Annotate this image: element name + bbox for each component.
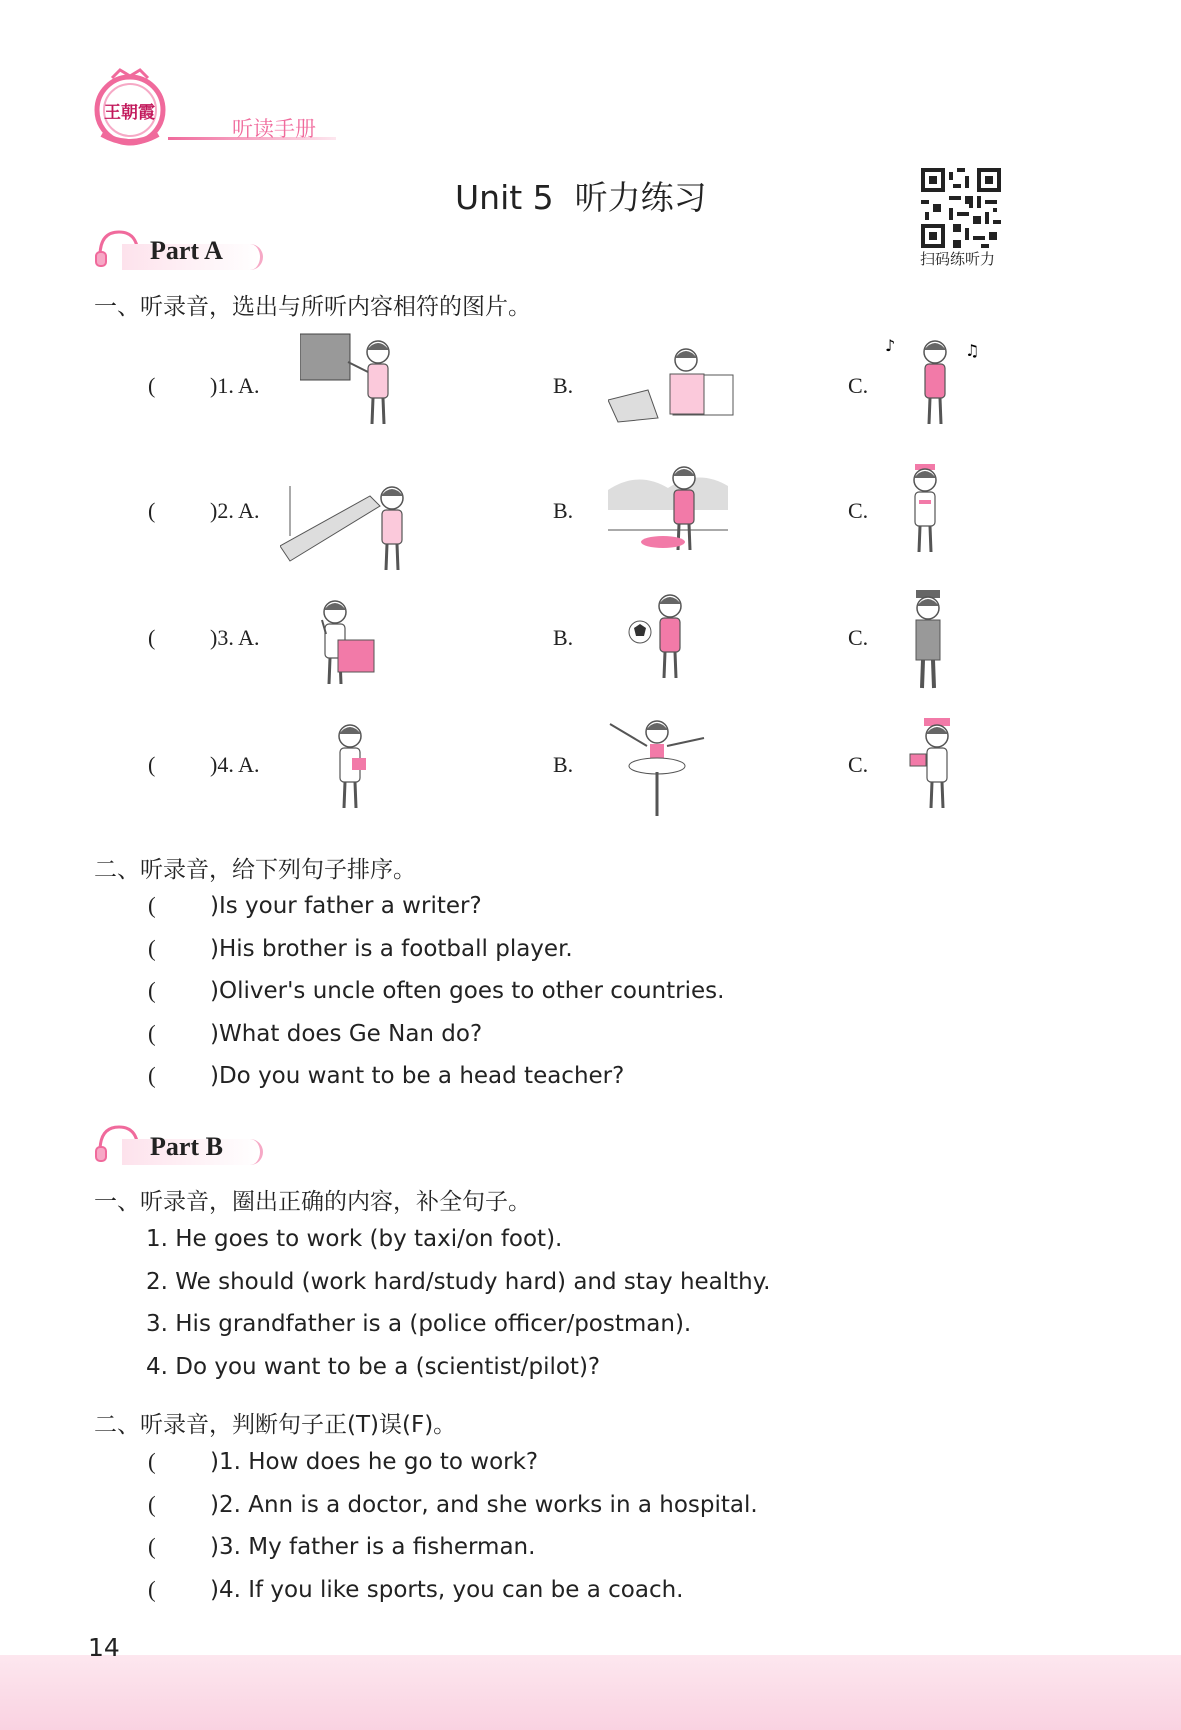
sort-item-text: )Is your father a writer? [210,893,482,919]
svg-text:♫: ♫ [965,341,980,360]
circle-item-text: 4. Do you want to be a (scientist/pilot)? [146,1353,601,1380]
question-3-paren[interactable]: ( [148,625,156,650]
football-player-picture[interactable] [624,586,704,695]
question-4-option-c: C. [848,752,869,777]
bottom-band [0,1655,1181,1730]
question-1-paren[interactable]: ( [148,373,156,398]
sort-item-text: )His brother is a football player. [210,935,573,962]
sort-item-paren[interactable]: ( [148,1020,156,1046]
question-3-option-c: C. [848,625,869,650]
tf-item-paren[interactable]: ( [148,1449,156,1474]
question-1-option-c: C. [848,373,869,398]
postman-picture[interactable] [902,714,972,828]
page-number: 14 [88,1633,120,1662]
sort-item-text: )Do you want to be a head teacher? [210,1063,625,1089]
circle-item-text: 1. He goes to work (by taxi/on foot). [146,1226,563,1252]
book-label: 听读手册 [232,117,316,141]
sort-item-text: )What does Ge Nan do? [210,1020,483,1047]
tf-item-paren[interactable]: ( [148,1576,156,1602]
qr-caption: 扫码练听力 [920,252,996,268]
page-title: Unit 5 听力练习 [455,178,707,217]
question-4-paren[interactable]: ( [148,752,156,777]
part-b-s1-instruction: 一、听录音，圈出正确的内容，补全句子。 [94,1189,531,1215]
question-1-option-b: B. [553,373,574,398]
cleaner-picture[interactable] [608,460,728,564]
part-a-s1-instruction: 一、听录音，选出与所听内容相符的图片。 [94,294,531,320]
circle-item-text: 2. We should (work hard/study hard) and stay healthy. [146,1268,771,1295]
businessman-picture[interactable] [608,330,738,434]
part-a-s2-instruction: 二、听录音，给下列句子排序。 [94,857,416,883]
tf-item-text: )4. If you like sports, you can be a coach. [210,1576,684,1603]
question-2-label: )2. A. [210,498,260,523]
question-4-option-b: B. [553,752,574,777]
question-3-label: )3. A. [210,625,260,650]
question-2-paren[interactable]: ( [148,498,156,523]
worker-picture[interactable] [280,476,420,575]
dancer-picture[interactable] [602,712,712,826]
nurse-picture[interactable] [895,458,955,567]
tf-item-text: )1. How does he go to work? [210,1449,539,1475]
question-3-option-b: B. [553,625,574,650]
tf-item-text: )3. My father is a fisherman. [210,1534,536,1560]
reporter-picture[interactable] [300,592,390,696]
svg-text:♪: ♪ [885,336,896,355]
police-officer-picture[interactable] [898,588,958,697]
tf-item-paren[interactable]: ( [148,1534,156,1559]
sort-item-paren[interactable]: ( [148,893,156,918]
logo-text: 王朝霞 [104,103,155,122]
sort-item-text: )Oliver's uncle often goes to other countries. [210,978,725,1004]
circle-item-text: 3. His grandfather is a (police officer/postman). [146,1311,692,1337]
question-2-option-b: B. [553,498,574,523]
tf-item-text: )2. Ann is a doctor, and she works in a hospital. [210,1491,758,1518]
doctor-picture[interactable] [320,716,380,825]
part-b-heading: Part B [150,1132,223,1161]
sort-item-paren[interactable]: ( [148,1063,156,1088]
sort-item-paren[interactable]: ( [148,935,156,961]
question-1-label: )1. A. [210,373,260,398]
teacher-picture[interactable] [300,328,410,437]
tf-item-paren[interactable]: ( [148,1491,156,1517]
part-b-s2-instruction: 二、听录音，判断句子正(T)误(F)。 [94,1412,457,1438]
qr-code[interactable] [921,168,1001,248]
question-2-option-c: C. [848,498,869,523]
sort-item-paren[interactable]: ( [148,978,156,1003]
part-a-heading: Part A [150,236,223,265]
question-4-label: )4. A. [210,752,260,777]
singer-picture[interactable] [880,326,990,440]
